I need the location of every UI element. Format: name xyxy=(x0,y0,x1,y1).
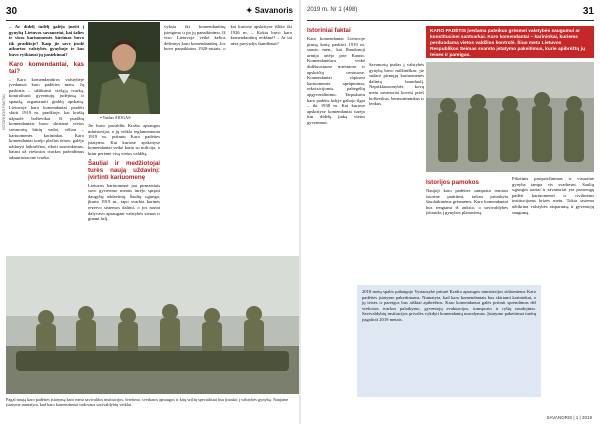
body-text-3: Lietuvos kariuomenė jau pirmaisiais savo gyvavimo metais turėjo spręsti daugybę uždavinių. Šaulių sąjunga, įkurta 1919 m., tapo svarbia karinės rezervo sistemos dalimi, o jos nariai dalyvavo apsaugant valstybės sienas ir ginant šalį. xyxy=(88,182,160,222)
right-column-3 xyxy=(426,176,508,282)
photo-caption: Pagal naują karo padėties įstatymą karo metu savivaldos institucijos, švietimo, sveikatos apsaugos ir kitų sričių specialistai bus įtraukti į valstybės gynybą. Naujame įstatyme numatyta, kad karo komendantai vadovaus savivaldybių veiklai. xyxy=(6,397,289,408)
body-text-4: vyksta iki komendantūrų įsteigimo ir po jų panaikinimo. Iš viso Lietuvoje veikė kelios dešimtys karo komendantūrų. Jos buvo panaikintos 1920-aisiais, o kai kuriose apskrityse išliko iki 1926 m. – Kokia buvo karo komendantūrų reikšmė? – Ar tai nėra pavyzdys šiandienai? xyxy=(164,24,292,52)
section-heading: Istoriniai faktai xyxy=(307,27,351,34)
page-number-left: 30 xyxy=(6,6,18,17)
page-footer: SAVANORIS | 1 | 2019 xyxy=(546,415,592,420)
intro-question: – Ar didelį indėlį galėjo įnešti į gynybą Lietuvos savanoriai, kai šalies ir visos kariuomenės kūrimas buvo tik pradžioje? Kaip jie save įrodė atkurtos valstybės gynyboje ir kas buvo ryškiausi jų pasiekimai? xyxy=(9,24,84,57)
body-text-6: Savanorių įnašas į valstybės gynybą buvo milžiniškas: jie sudarė pirmųjų kariuomenės dalinių branduolį. Nepriklausomybės kovų metu savanoriai kovėsi prieš bolševikus, bermontininkus ir lenkus. xyxy=(369,62,424,107)
highlight-box: KARO PADĖTIS įvedama pateikus grėsmei valstybės saugumui ar konstitucinei santvarkai. Karo komendantai – karininkai, kuriems perduodama vietos valdžios kontrolė. Šiuo metu Lietuvos Respublikos Seimas svarsto įstatymo pakeitimus, kurie apibrėžtų jų teises ir pareigas. xyxy=(426,26,594,58)
info-box: 2018 metų spalio pabaigoje Vyriausybė pritarė Krašto apsaugos ministerijos siūlomiems Karo padėties įstatymo pakeitimams. Numatyta, kad karo komendantais bus skiriami karininkai, o jų teisės ir pareigos bus aiškiai apibrėžtos. Karo komendantai galės priimti sprendimus dėl viešosios tvarkos palaikymo, gyventojų evakuacijos, transporto ir ryšių naudojimo. Savivaldybių institucijos privalės vykdyti komendantų nurodymus. Įstatymo pakeitimai turėtų įsigalioti 2019 metais. xyxy=(357,285,541,397)
body-text-7: Naujoji karo padėties samprata remiasi istorine patirtimi, tačiau pritaikyta šiuolaikinėms grėsmėms. Karo komendantai bus rengiami iš anksto, o savivaldybės įsitrauks į gynybos planavimą. xyxy=(426,188,508,216)
right-page xyxy=(301,0,600,424)
left-page xyxy=(0,0,299,424)
brand-logo: ✦ Savanoris xyxy=(245,6,293,15)
left-page-header xyxy=(6,6,293,21)
issue-label: 2019 m. Nr 1 (498) xyxy=(307,7,358,13)
subhead-karo-komendantai: Karo komendantai, kas tai? xyxy=(9,60,84,75)
left-column-2 xyxy=(88,123,160,251)
soldiers-group-photo xyxy=(426,62,594,172)
camera-icon: ▪ xyxy=(100,115,103,120)
portrait-photo xyxy=(88,22,160,114)
subhead-sauliai: Šauliai ir medžiotojai turės naują uždavinį: įvirtinti kariuomenę xyxy=(88,159,160,181)
left-column-3 xyxy=(164,24,292,252)
left-column-1 xyxy=(9,24,84,252)
soldier-icon: ✦ xyxy=(245,6,255,15)
body-text-5: Karo komendantai Lietuvoje pirmą kartą paskirti 1919 m. sausio mėn., kai Raudonoji armija artėjo prie Kauno. Komendantūros veikė didžiuosiuose miestuose ir apskričių centruose. Komendantai rūpinosi kariuomenės aprūpinimu, rekvizicijomis, pabėgėlių apgyvendinimu. Tarpukariu karo padėtis šalyje galiojo ilgai – iki 1938 m. Kai kuriose apskrityse komendantai turėjo itin didelę įtaką vietos gyvenimui. xyxy=(307,36,365,125)
right-column-1 xyxy=(307,24,365,282)
body-text: – Karo komendantūros valstybėje įvedamos karo padėties metu. Jų paskirtis – užtikrinti viešąją tvarką, kontroliuoti gyventojų judėjimą ir spaudą, organizuoti ginklų apskaitą. Lietuvoje karo komendantai pradėti skirti 1919 m. pradžioje, kai kraštą užpuolė bolševikai. Iš pradžių komendantais buvo skiriami vietos savanorių būrių vadai, vėliau – kariuomenės karininkai. Karo komendantai turėjo plačias teises: galėjo uždaryti laikraščius, riboti susirinkimus, bausti už viešosios tvarkos pažeidimus administracine tvarka. xyxy=(9,76,84,160)
right-page-header xyxy=(307,6,594,21)
body-text-2: Jie buvo pavaldūs Krašto apsaugos ministerijai, o jų veikla reglamentuota 1919 m. priimtu Karo padėties įstatymu. Kai kuriose apskrityse komendantai veikė kartu su milicija, o kitur perėmė visą vietos valdžią. xyxy=(88,123,160,156)
soldiers-photo xyxy=(6,256,299,394)
page-number-right: 31 xyxy=(582,6,594,17)
portrait-caption: ▪ Vaidas ŠIOGAS xyxy=(100,115,131,120)
right-column-2 xyxy=(369,62,424,282)
subhead-istorijos-pamokos: Istorijos pamokos xyxy=(426,179,479,186)
side-label: ISTORIJOS FAKTAI xyxy=(1,94,6,130)
body-text-8: Pilietinis pasipriešinimas ir visuotinė gynyba tampa vis svarbesni. Šaulių sąjungos nariai ir savanoriai yra pasirengę padėti kariuomenei ir civilinėms institucijoms krizės metu. Tokia sistema užtikrina valstybės atsparumą ir gyventojų saugumą. xyxy=(512,176,594,215)
